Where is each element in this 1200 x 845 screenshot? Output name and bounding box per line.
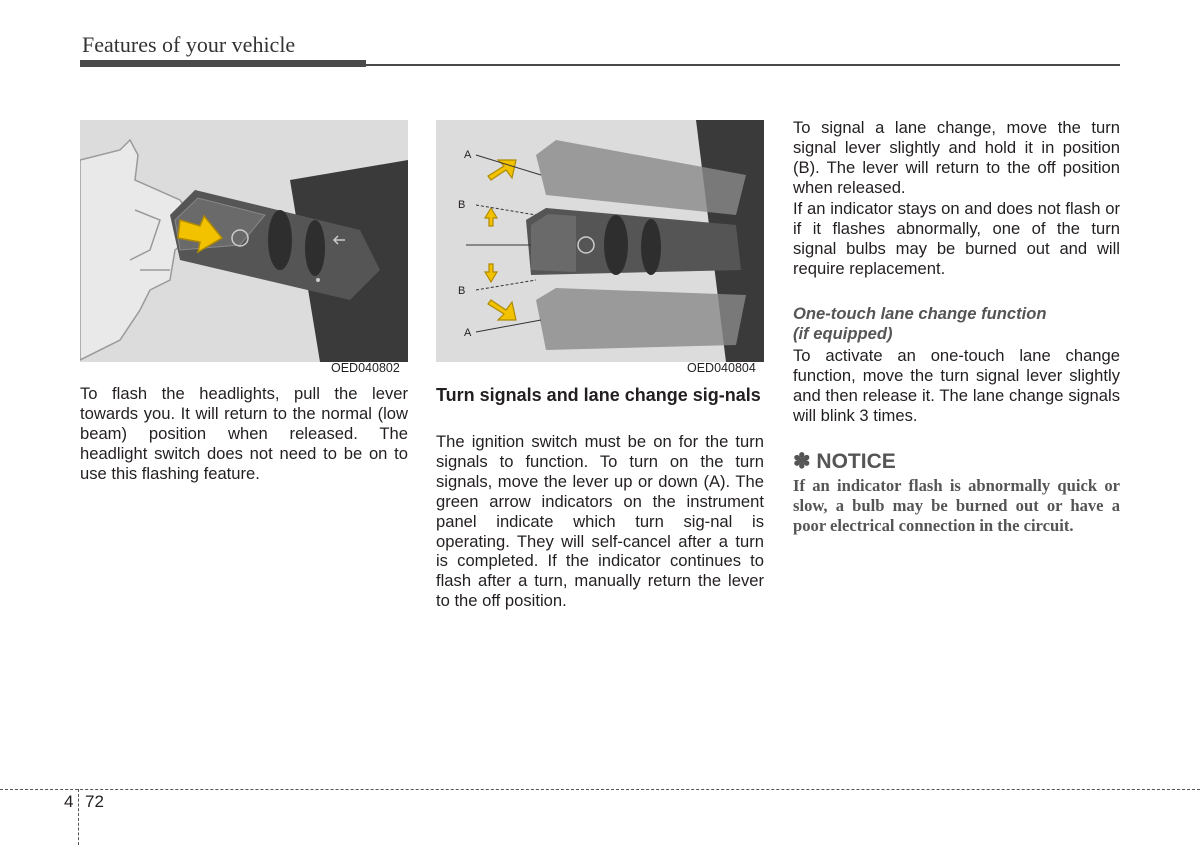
one-touch-subheading — [793, 304, 1120, 344]
chapter-number: 4 — [64, 792, 74, 811]
notice-text: If an indicator flash is abnormally quick or slow, a bulb may be burned out or have a poor electrical connection in the circuit. — [793, 476, 1120, 535]
notice-title: ✽ NOTICE — [793, 450, 896, 473]
one-touch-subheading-line1: One-touch lane change function — [793, 304, 1047, 323]
header-rule — [366, 64, 1120, 66]
label-a-bottom: A — [464, 327, 472, 339]
figure-code-middle: OED040804 — [687, 361, 756, 375]
header-accent-bar — [80, 60, 366, 67]
figure-headlight-flash — [80, 120, 408, 362]
label-b-bottom: B — [458, 285, 466, 297]
turn-signals-paragraph: The ignition switch must be on for the turn signals to function. To turn on the turn signals, move the lever up or down (A). The green arrow indicators on the instrument panel indicate which turn sig-nal is operating. They will self-cancel after a turn is completed. If the indicator continues to flash after a turn, manually return the lever to the off position. — [436, 432, 764, 611]
one-touch-subheading-line2: (if equipped) — [793, 323, 893, 343]
figure-turn-signal — [436, 120, 764, 362]
one-touch-paragraph: To activate an one-touch lane change function, move the turn signal lever slightly and then release it. The lane change signals will blink 3 times. — [793, 346, 1120, 425]
indicator-paragraph: If an indicator stays on and does not flash or if it flashes abnormally, one of the turn signal bulbs may be burned out and will require replacement. — [793, 199, 1120, 278]
label-a-top: A — [464, 149, 472, 161]
footer-divider — [0, 789, 1200, 790]
page-number: 72 — [85, 792, 104, 811]
figure-code-left: OED040802 — [331, 361, 400, 375]
headlight-flash-paragraph: To flash the headlights, pull the lever towards you. It will return to the normal (low beam) position when released. The headlight switch does not need to be on to use this flashing feature. — [80, 384, 408, 483]
footer-vertical-divider — [78, 789, 79, 845]
section-heading-turn-signals: Turn signals and lane change sig-nals — [436, 385, 761, 405]
lane-change-paragraph: To signal a lane change, move the turn signal lever slightly and hold it in position (B). The lever will return to the off position when released. — [793, 118, 1120, 197]
label-b-top: B — [458, 199, 466, 211]
page-header-title: Features of your vehicle — [82, 32, 296, 57]
